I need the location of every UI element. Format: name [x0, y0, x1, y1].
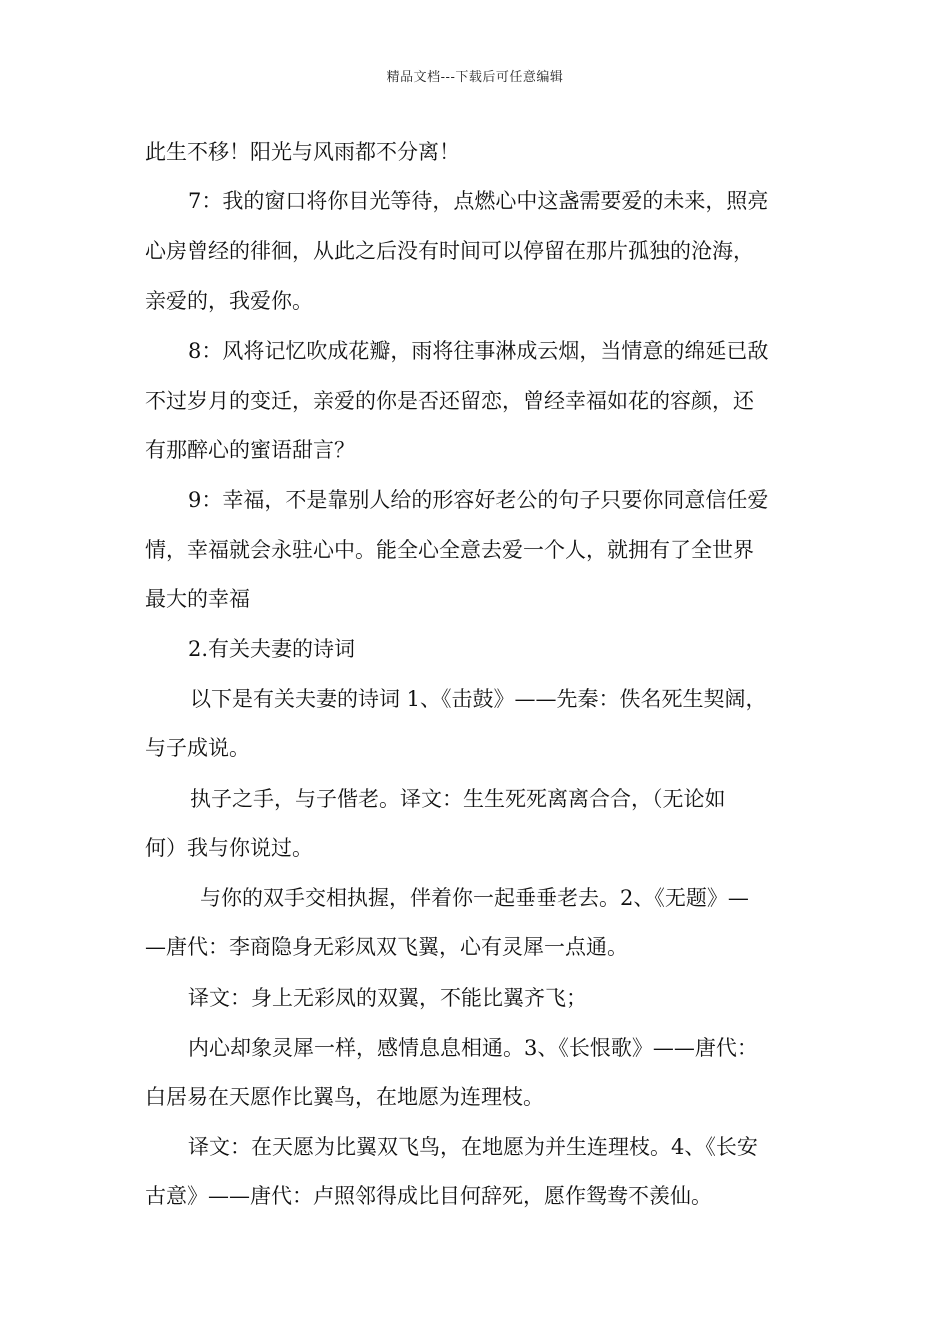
- text-line: 译文：在天愿为比翼双飞鸟，在地愿为并生连理枝。4、《长安: [188, 1135, 758, 1159]
- page-header: 精品文档---下载后可任意编辑: [386, 70, 564, 85]
- text-line: 此生不移！阳光与风雨都不分离！: [145, 140, 460, 164]
- text-line: 以下是有关夫妻的诗词 1、《击鼓》——先秦：佚名死生契阔，: [190, 687, 767, 711]
- text-line: 亲爱的，我爱你。: [145, 289, 313, 313]
- text-line: 与你的双手交相执握，伴着你一起垂垂老去。2、《无题》—: [200, 886, 749, 910]
- text-line: 古意》——唐代：卢照邻得成比目何辞死，愿作鸳鸯不羡仙。: [145, 1184, 712, 1208]
- text-line: 7：我的窗口将你目光等待，点燃心中这盏需要爱的未来，照亮: [188, 189, 769, 213]
- text-line: 最大的幸福: [145, 587, 250, 611]
- text-line: 8：风将记忆吹成花瓣，雨将往事淋成云烟，当情意的绵延已敌: [188, 339, 769, 363]
- text-line: 何）我与你说过。: [145, 836, 313, 860]
- section-heading: 2.有关夫妻的诗词: [188, 637, 356, 661]
- text-line: 9：幸福，不是靠别人给的形容好老公的句子只要你同意信任爱: [188, 488, 769, 512]
- text-line: 内心却象灵犀一样，感情息息相通。3、《长恨歌》——唐代：: [188, 1036, 758, 1060]
- text-line: 译文：身上无彩凤的双翼，不能比翼齐飞；: [188, 986, 587, 1010]
- text-line: —唐代：李商隐身无彩凤双飞翼，心有灵犀一点通。: [145, 935, 628, 959]
- text-line: 白居易在天愿作比翼鸟，在地愿为连理枝。: [145, 1085, 544, 1109]
- text-line: 与子成说。: [145, 736, 250, 760]
- text-line: 心房曾经的徘徊，从此之后没有时间可以停留在那片孤独的沧海，: [145, 239, 754, 263]
- text-line: 有那醉心的蜜语甜言？: [145, 438, 355, 462]
- text-line: 不过岁月的变迁，亲爱的你是否还留恋，曾经幸福如花的容颜，还: [145, 389, 754, 413]
- text-line: 情，幸福就会永驻心中。能全心全意去爱一个人，就拥有了全世界: [145, 538, 754, 562]
- text-line: 执子之手，与子偕老。译文：生生死死离离合合，（无论如: [190, 787, 726, 811]
